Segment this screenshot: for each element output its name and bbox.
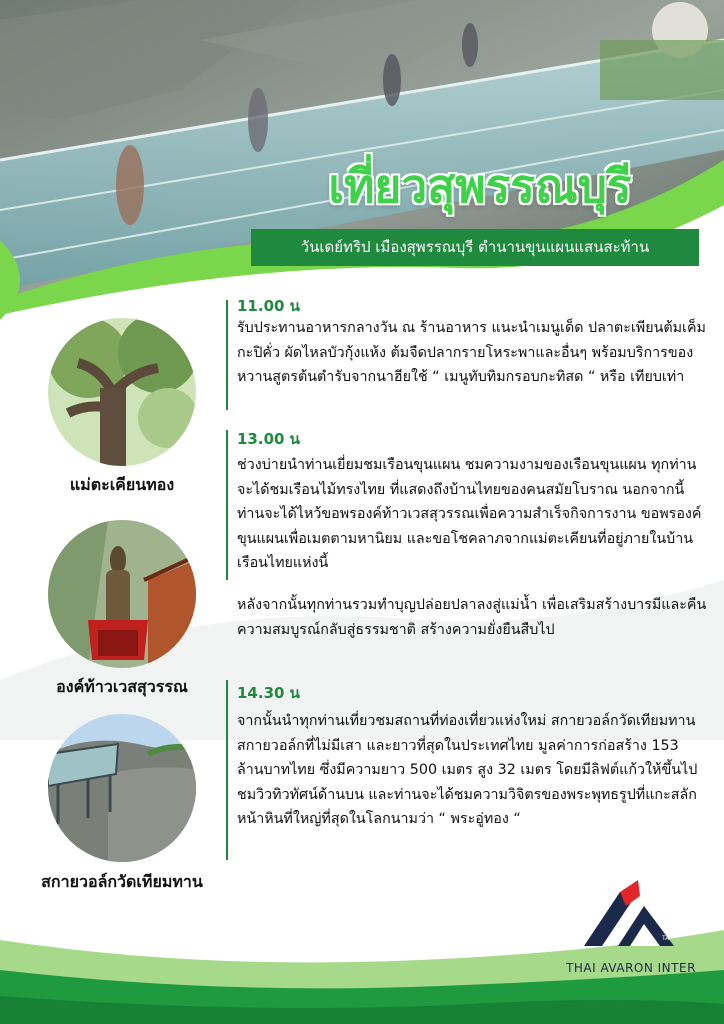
- schedule-time-3: 14.30 น: [237, 684, 300, 702]
- subtitle-bar: [251, 229, 699, 266]
- company-logo: [578, 876, 688, 956]
- brand-name: THAI AVARON INTER: [566, 961, 696, 975]
- tree-shrine-photo: [48, 318, 196, 466]
- photo-caption-2: องค์ท้าวเวสสุวรรณ: [56, 677, 188, 696]
- hero-banner: [0, 0, 724, 330]
- timeline-divider: [226, 680, 228, 860]
- schedule-text-2b: หลังจากนั้นทุกท่านรวมทำบุญปล่อยปลาลงสู่แม่น้ำ เพื่อเสริมสร้างบารมีและคืนความสมบูรณ์กลับสู่ธรรมชาติ สร้างความยั่งยืนสืบไป: [237, 597, 707, 638]
- schedule-time-2: 13.00 น: [237, 430, 300, 448]
- schedule-text-3: จากนั้นนำทุกท่านเที่ยวชมสถานที่ท่องเที่ยวแห่งใหม่ สกายวอล์กวัดเทียมทาน สกายวอล์กที่ไม่มีเสา และยาวที่สุดในประเทศไทย มูลค่าการก่อสร้าง 153 ล้านบาทไทย ซึ่งมีความยาว 500 เมตร สูง 32 เมตร โดยมีลิฟต์แก้วให้ขึ้นไปชมวิวทิวทัศน์ด้านบน และท่านจะได้ชมความวิจิตรของพระพุทธรูปที่แกะสลักหน้าหินที่ใหญ่ที่สุดในโลกนามว่า “ พระอู่ทอง “: [237, 713, 698, 827]
- page-title: เที่ยวสุพรรณบุรี: [328, 159, 632, 213]
- timeline-divider: [226, 300, 228, 410]
- timeline-divider: [226, 430, 228, 580]
- subtitle-text: วันเดย์ทริป เมืองสุพรรณบุรี ตำนานขุนแผนแสนสะท้าน: [300, 238, 650, 256]
- photo-caption-3: สกายวอล์กวัดเทียมทาน: [41, 872, 203, 891]
- photo-caption-1: แม่ตะเคียนทอง: [69, 475, 175, 494]
- schedule-text-2: ช่วงบ่ายนำท่านเยี่ยมชมเรือนขุนแผน ชมความงามของเรือนขุนแผน ทุกท่านจะได้ชมเรือนไม้ทรงไทย ที่แสดงถึงบ้านไทยของคนสมัยโบราณ นอกจากนี้ท่านจะได้ไหว้ขอพรองค์ท้าวเวสสุวรรณเพื่อความสำเร็จกิจการงาน ขอพรองค์ขุนแผนเพื่อเมตตามหานิยม และขอโชคลาภจากแม่ตะเคียนที่อยู่ภายในบ้านเรือนไทยแห่งนี้: [237, 457, 702, 571]
- skywalk-photo: [48, 714, 196, 862]
- vessuvan-statue-photo: [48, 520, 196, 668]
- schedule-time-1: 11.00 น: [237, 297, 300, 315]
- logo-mark-text: TA: [662, 935, 670, 942]
- schedule-text-1: รับประทานอาหารกลางวัน ณ ร้านอาหาร แนะนำเมนูเด็ด ปลาตะเพียนต้มเค็ม กะปิคั่ว ผัดไหลบัวกุ้งแห้ง ต้มจืดปลากรายโหระพาและอื่นๆ พร้อมบริการของหวานสูตรต้นตำรับจากนาฮียใช้ “ เมนูทับทิมกรอบกะทิสด “ หรือ เทียบเท่า: [237, 320, 706, 385]
